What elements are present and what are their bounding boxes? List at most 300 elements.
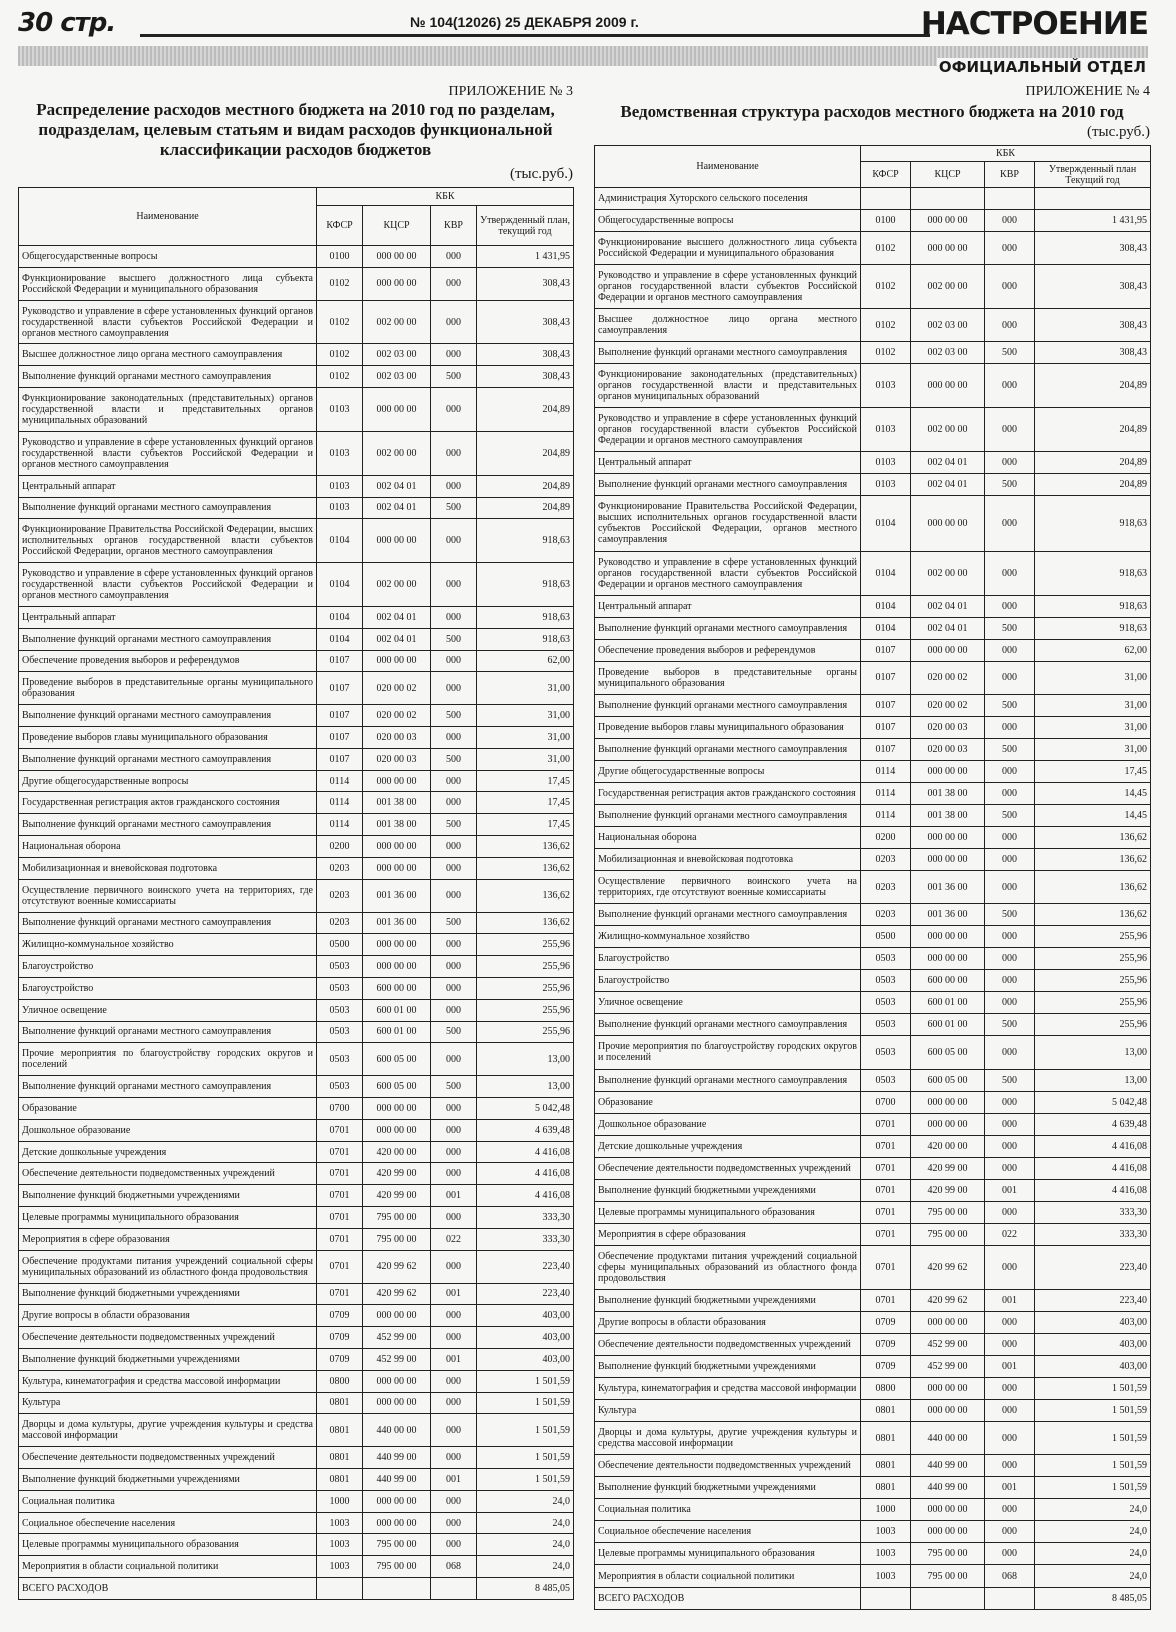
table-row [595,871,1151,904]
row-kfsr-cell: 0800 [317,1370,363,1392]
row-kfsr-cell: 0709 [317,1305,363,1327]
row-kfsr-cell: 0701 [317,1250,363,1283]
col-header-kfsr: КФСР [861,162,911,188]
row-name-cell: Центральный аппарат [595,452,861,474]
row-plan-cell: 136,62 [1035,871,1151,904]
row-plan-cell: 223,40 [1035,1289,1151,1311]
row-kfsr-cell: 0107 [317,672,363,705]
row-kcsr-cell: 000 00 00 [911,210,985,232]
col-header-plan: Утвержденный план Текущий год [1035,162,1151,188]
row-kcsr-cell: 001 36 00 [363,912,431,934]
table-row [595,1521,1151,1543]
row-kvr-cell: 000 [985,1334,1035,1356]
row-kfsr-cell: 0801 [861,1477,911,1499]
appendix-4-table [594,145,1151,1610]
row-plan-cell: 17,45 [477,770,574,792]
row-kvr-cell: 000 [985,1499,1035,1521]
row-kvr-cell: 000 [431,246,477,268]
row-kfsr-cell: 0102 [317,300,363,344]
row-kcsr-cell: 452 99 00 [911,1356,985,1378]
row-kcsr-cell: 795 00 00 [363,1556,431,1578]
row-plan-cell: 308,43 [477,366,574,388]
row-name-cell: Культура [595,1400,861,1422]
row-kvr-cell: 500 [431,1021,477,1043]
row-kcsr-cell: 002 04 01 [363,606,431,628]
row-kvr-cell: 000 [985,496,1035,551]
table-row [19,1185,574,1207]
row-kcsr-cell: 420 99 00 [911,1179,985,1201]
row-kcsr-cell: 420 00 00 [363,1141,431,1163]
newspaper-title: НАСТРОЕНИЕ [920,6,1148,42]
col-header-name: Наименование [595,146,861,188]
row-kfsr-cell: 0701 [317,1163,363,1185]
row-kfsr-cell: 0801 [317,1414,363,1447]
row-kfsr-cell: 0107 [861,716,911,738]
row-name-cell: Целевые программы муниципального образования [19,1534,317,1556]
table-row [19,1578,574,1600]
table-row [595,1587,1151,1609]
row-kcsr-cell: 000 00 00 [363,388,431,432]
row-kfsr-cell: 0103 [861,408,911,452]
row-plan-cell: 17,45 [477,814,574,836]
row-plan-cell: 333,30 [477,1228,574,1250]
row-kfsr-cell: 0500 [861,926,911,948]
row-name-cell: Обеспечение деятельности подведомственных учреждений [19,1327,317,1349]
row-name-cell: Обеспечение проведения выборов и референдумов [19,650,317,672]
row-plan-cell: 13,00 [1035,1036,1151,1069]
row-kcsr-cell: 420 99 62 [911,1245,985,1289]
row-kfsr-cell: 0114 [861,782,911,804]
row-kcsr-cell: 000 00 00 [363,1392,431,1414]
row-plan-cell: 8 485,05 [477,1578,574,1600]
row-name-cell: Функционирование Правительства Российской Федерации, высших исполнительных органов государственной власти субъектов Российской Федерации, органов местного самоуправления [19,519,317,563]
row-kvr-cell: 000 [431,475,477,497]
row-name-cell: ВСЕГО РАСХОДОВ [19,1578,317,1600]
table-row [19,1250,574,1283]
row-kfsr-cell: 1003 [861,1521,911,1543]
row-kcsr-cell [911,1587,985,1609]
row-kvr-cell: 000 [431,563,477,607]
row-kvr-cell: 001 [985,1356,1035,1378]
row-kcsr-cell: 000 00 00 [363,770,431,792]
row-name-cell: Осуществление первичного воинского учета на территориях, где отсутствуют военные комиссариаты [19,879,317,912]
row-kfsr-cell: 0503 [317,977,363,999]
row-kcsr-cell: 795 00 00 [911,1565,985,1587]
appendix-4-unit: (тыс.руб.) [1086,124,1150,140]
row-name-cell: Выполнение функций органами местного самоуправления [19,366,317,388]
row-kcsr-cell: 001 36 00 [911,871,985,904]
row-kcsr-cell [363,1578,431,1600]
table-row [595,452,1151,474]
row-kfsr-cell: 0701 [861,1157,911,1179]
row-kcsr-cell: 000 00 00 [363,1119,431,1141]
row-kfsr-cell: 0102 [317,366,363,388]
row-kcsr-cell: 420 99 00 [363,1163,431,1185]
row-kvr-cell: 000 [431,857,477,879]
row-kcsr-cell: 002 00 00 [911,265,985,309]
row-name-cell: Высшее должностное лицо органа местного самоуправления [595,309,861,342]
row-kvr-cell: 500 [985,904,1035,926]
row-plan-cell: 223,40 [477,1283,574,1305]
table-row [19,1119,574,1141]
row-kcsr-cell: 420 99 62 [911,1289,985,1311]
table-row [19,792,574,814]
row-plan-cell: 24,0 [477,1490,574,1512]
row-plan-cell: 918,63 [477,628,574,650]
row-plan-cell: 31,00 [1035,661,1151,694]
row-plan-cell: 4 639,48 [1035,1113,1151,1135]
section-title: ОФИЦИАЛЬНЫЙ ОТДЕЛ [938,58,1146,76]
row-name-cell: Выполнение функций органами местного самоуправления [595,617,861,639]
row-kcsr-cell: 002 04 01 [911,617,985,639]
row-kcsr-cell: 002 00 00 [911,551,985,595]
row-plan-cell: 4 416,08 [1035,1157,1151,1179]
row-kcsr-cell: 452 99 00 [363,1327,431,1349]
row-kfsr-cell: 0503 [317,1043,363,1076]
table-row [19,1556,574,1578]
row-kvr-cell: 000 [431,431,477,475]
table-row [19,344,574,366]
row-plan-cell: 255,96 [477,934,574,956]
table-row [19,519,574,563]
row-kvr-cell: 000 [985,1201,1035,1223]
row-plan-cell: 1 501,59 [1035,1378,1151,1400]
row-kfsr-cell: 0503 [861,1014,911,1036]
row-kfsr-cell: 0104 [317,606,363,628]
table-row [19,1021,574,1043]
row-kvr-cell: 000 [985,782,1035,804]
row-name-cell: Культура [19,1392,317,1414]
row-kcsr-cell: 020 00 02 [363,672,431,705]
row-name-cell: Мероприятия в области социальной политики [595,1565,861,1587]
row-plan-cell: 204,89 [1035,364,1151,408]
row-plan-cell: 204,89 [477,475,574,497]
row-kcsr-cell: 000 00 00 [911,364,985,408]
row-plan-cell: 31,00 [477,727,574,749]
row-name-cell: Выполнение функций органами местного самоуправления [19,912,317,934]
row-kvr-cell: 000 [985,948,1035,970]
row-kvr-cell: 068 [431,1556,477,1578]
row-name-cell: Функционирование высшего должностного лица субъекта Российской Федерации и муниципального образования [595,232,861,265]
row-name-cell: Выполнение функций органами местного самоуправления [595,694,861,716]
row-kcsr-cell: 002 04 01 [911,595,985,617]
row-plan-cell: 918,63 [1035,595,1151,617]
row-name-cell: Социальная политика [19,1490,317,1512]
row-name-cell: Целевые программы муниципального образования [19,1207,317,1229]
row-kvr-cell: 000 [431,1327,477,1349]
row-plan-cell: 1 501,59 [477,1447,574,1469]
issue-line: № 104(12026) 25 ДЕКАБРЯ 2009 г. [410,14,639,30]
row-kcsr-cell: 600 00 00 [363,977,431,999]
row-plan-cell: 31,00 [477,748,574,770]
table-row [595,992,1151,1014]
row-name-cell: Руководство и управление в сфере установленных функций органов государственной власти субъектов Российской Федерации и органов местного самоуправления [19,300,317,344]
row-kfsr-cell: 0107 [317,650,363,672]
row-plan-cell: 4 416,08 [477,1141,574,1163]
row-plan-cell: 403,00 [477,1348,574,1370]
row-plan-cell: 255,96 [1035,1014,1151,1036]
row-kvr-cell: 000 [431,606,477,628]
row-kfsr-cell: 0107 [861,694,911,716]
table-row [19,956,574,978]
row-kvr-cell: 000 [985,970,1035,992]
row-plan-cell: 13,00 [1035,1069,1151,1091]
row-plan-cell: 918,63 [477,563,574,607]
row-kfsr-cell: 0801 [317,1469,363,1491]
row-name-cell: Центральный аппарат [595,595,861,617]
row-kfsr-cell: 0203 [861,871,911,904]
row-kcsr-cell: 440 99 00 [363,1469,431,1491]
row-kvr-cell: 000 [985,1400,1035,1422]
row-kfsr-cell: 0503 [317,999,363,1021]
row-kvr-cell: 000 [985,1113,1035,1135]
row-plan-cell: 31,00 [477,705,574,727]
table-row [595,617,1151,639]
row-kfsr-cell: 0114 [861,760,911,782]
row-plan-cell: 255,96 [1035,992,1151,1014]
table-row [595,1565,1151,1587]
row-name-cell: Благоустройство [19,956,317,978]
row-kcsr-cell: 000 00 00 [911,1378,985,1400]
row-kvr-cell: 500 [431,705,477,727]
row-kcsr-cell: 000 00 00 [911,926,985,948]
row-kcsr-cell: 000 00 00 [363,836,431,858]
row-kcsr-cell: 000 00 00 [911,948,985,970]
table-row [595,265,1151,309]
row-name-cell: Выполнение функций органами местного самоуправления [19,1076,317,1098]
table-row [595,1289,1151,1311]
table-row [595,661,1151,694]
row-name-cell: Обеспечение деятельности подведомственных учреждений [19,1447,317,1469]
row-kcsr-cell: 002 00 00 [363,563,431,607]
table-row [19,836,574,858]
row-kcsr-cell: 020 00 02 [911,661,985,694]
col-header-kbk: КБК [861,146,1151,162]
row-kvr-cell: 068 [985,1565,1035,1587]
row-name-cell: ВСЕГО РАСХОДОВ [595,1587,861,1609]
row-name-cell: Мероприятия в области социальной политики [19,1556,317,1578]
row-name-cell: Благоустройство [19,977,317,999]
row-kvr-cell: 500 [431,912,477,934]
row-kfsr-cell: 0102 [861,265,911,309]
row-name-cell: Проведение выборов в представительные органы муниципального образования [19,672,317,705]
row-name-cell: Уличное освещение [19,999,317,1021]
row-kvr-cell: 000 [985,551,1035,595]
row-kcsr-cell: 020 00 03 [363,727,431,749]
row-kfsr-cell: 0701 [861,1201,911,1223]
row-name-cell: Детские дошкольные учреждения [19,1141,317,1163]
row-plan-cell: 918,63 [477,606,574,628]
row-kvr-cell: 000 [431,727,477,749]
row-plan-cell: 308,43 [1035,309,1151,342]
row-name-cell: Культура, кинематография и средства массовой информации [19,1370,317,1392]
row-name-cell: Дошкольное образование [19,1119,317,1141]
row-name-cell: Детские дошкольные учреждения [595,1135,861,1157]
appendix-3-unit: (тыс.руб.) [509,166,573,182]
row-plan-cell: 308,43 [1035,342,1151,364]
row-kvr-cell: 000 [985,309,1035,342]
row-plan-cell: 255,96 [1035,948,1151,970]
row-kfsr-cell: 0801 [861,1422,911,1455]
row-kfsr-cell: 0104 [861,595,911,617]
row-plan-cell: 1 501,59 [477,1370,574,1392]
row-kvr-cell: 000 [431,1370,477,1392]
row-name-cell: Выполнение функций бюджетными учреждениями [595,1289,861,1311]
row-plan-cell: 403,00 [477,1305,574,1327]
row-kfsr-cell: 0102 [861,232,911,265]
row-name-cell: Выполнение функций органами местного самоуправления [19,1021,317,1043]
table-row [19,934,574,956]
table-row [19,606,574,628]
table-row [19,1076,574,1098]
row-kcsr-cell: 440 99 00 [363,1447,431,1469]
row-kvr-cell: 000 [985,408,1035,452]
row-plan-cell: 13,00 [477,1076,574,1098]
row-kfsr-cell: 0102 [861,309,911,342]
row-plan-cell: 4 416,08 [477,1185,574,1207]
row-kvr-cell: 500 [985,694,1035,716]
col-header-plan: Утвержденный план, текущий год [477,206,574,246]
row-plan-cell: 918,63 [1035,617,1151,639]
row-kfsr-cell: 0503 [861,992,911,1014]
row-kfsr-cell: 0503 [861,1036,911,1069]
table-row [19,431,574,475]
appendix-3-table [18,187,574,1600]
row-kvr-cell: 000 [985,639,1035,661]
table-row [595,309,1151,342]
col-header-kcsr: КЦСР [911,162,985,188]
row-kcsr-cell: 020 00 02 [363,705,431,727]
table-row [595,1245,1151,1289]
row-kcsr-cell: 000 00 00 [363,650,431,672]
row-kvr-cell: 000 [431,1043,477,1076]
row-kvr-cell: 500 [431,628,477,650]
table-row [19,1043,574,1076]
row-kvr-cell: 000 [431,1119,477,1141]
row-kfsr-cell: 0801 [861,1400,911,1422]
row-kvr-cell [985,188,1035,210]
row-kvr-cell: 000 [431,1512,477,1534]
row-kfsr-cell: 0701 [317,1185,363,1207]
row-kvr-cell: 000 [431,1207,477,1229]
table-row [595,1135,1151,1157]
table-row [19,1490,574,1512]
row-kfsr-cell: 0701 [317,1141,363,1163]
row-kfsr-cell: 0203 [861,904,911,926]
row-kvr-cell: 000 [431,1250,477,1283]
row-kvr-cell: 000 [431,672,477,705]
row-kfsr-cell: 0102 [317,267,363,300]
row-plan-cell: 31,00 [1035,716,1151,738]
table-row [595,364,1151,408]
row-plan-cell: 24,0 [1035,1499,1151,1521]
col-header-kcsr: КЦСР [363,206,431,246]
row-name-cell: Государственная регистрация актов гражданского состояния [19,792,317,814]
page-header [0,0,1176,76]
row-kvr-cell: 000 [985,827,1035,849]
row-plan-cell: 24,0 [477,1534,574,1556]
row-kcsr-cell: 002 04 01 [911,452,985,474]
row-name-cell: Руководство и управление в сфере установленных функций органов государственной власти субъектов Российской Федерации и органов местного самоуправления [595,265,861,309]
row-kvr-cell: 000 [431,1305,477,1327]
row-plan-cell: 31,00 [1035,738,1151,760]
table-row [595,738,1151,760]
row-kfsr-cell: 0104 [317,519,363,563]
row-kfsr-cell: 0203 [861,849,911,871]
table-row [595,1091,1151,1113]
row-kcsr-cell: 000 00 00 [911,760,985,782]
row-kvr-cell: 001 [985,1289,1035,1311]
table-row [595,1179,1151,1201]
row-kcsr-cell: 420 99 00 [911,1157,985,1179]
row-plan-cell: 1 431,95 [477,246,574,268]
row-kfsr-cell [861,188,911,210]
row-plan-cell: 204,89 [477,497,574,519]
row-kvr-cell: 000 [431,879,477,912]
appendix-3 [18,84,573,1600]
row-kfsr-cell: 0103 [861,452,911,474]
row-kfsr-cell: 0103 [317,388,363,432]
row-plan-cell: 1 501,59 [477,1414,574,1447]
row-name-cell: Проведение выборов главы муниципального образования [19,727,317,749]
row-plan-cell: 1 431,95 [1035,210,1151,232]
row-kvr-cell: 000 [985,1521,1035,1543]
row-kfsr-cell: 0800 [861,1378,911,1400]
row-name-cell: Мобилизационная и вневойсковая подготовка [595,849,861,871]
row-kvr-cell: 500 [431,814,477,836]
row-kcsr-cell: 000 00 00 [911,1400,985,1422]
row-kfsr-cell: 0701 [861,1113,911,1135]
row-kcsr-cell: 600 05 00 [911,1069,985,1091]
row-kfsr-cell: 1003 [317,1534,363,1556]
table-row [595,496,1151,551]
row-kfsr-cell: 0503 [317,956,363,978]
row-kvr-cell: 000 [985,926,1035,948]
row-kcsr-cell: 000 00 00 [911,1311,985,1333]
row-plan-cell: 308,43 [1035,232,1151,265]
row-kfsr-cell: 0104 [861,496,911,551]
row-kcsr-cell: 600 00 00 [911,970,985,992]
table-row [595,849,1151,871]
row-kvr-cell: 000 [985,1455,1035,1477]
row-name-cell: Выполнение функций органами местного самоуправления [595,1069,861,1091]
row-kcsr-cell: 002 00 00 [363,431,431,475]
row-kfsr-cell: 0107 [861,738,911,760]
row-kvr-cell: 000 [985,760,1035,782]
row-plan-cell: 62,00 [477,650,574,672]
table-row [19,1098,574,1120]
table-row [595,970,1151,992]
table-row [595,232,1151,265]
row-name-cell: Выполнение функций органами местного самоуправления [595,738,861,760]
row-name-cell: Мероприятия в сфере образования [595,1223,861,1245]
row-kfsr-cell: 0503 [317,1021,363,1043]
row-plan-cell: 13,00 [477,1043,574,1076]
row-kvr-cell: 500 [431,1076,477,1098]
row-plan-cell [1035,188,1151,210]
table-row [595,760,1151,782]
row-kvr-cell: 000 [431,1141,477,1163]
row-kfsr-cell [861,1587,911,1609]
row-kfsr-cell: 0114 [317,814,363,836]
row-kcsr-cell: 000 00 00 [363,934,431,956]
row-name-cell: Высшее должностное лицо органа местного самоуправления [19,344,317,366]
row-name-cell: Выполнение функций органами местного самоуправления [595,904,861,926]
row-kvr-cell: 001 [431,1469,477,1491]
row-kcsr-cell: 000 00 00 [363,519,431,563]
row-plan-cell: 136,62 [1035,849,1151,871]
row-name-cell: Целевые программы муниципального образования [595,1543,861,1565]
